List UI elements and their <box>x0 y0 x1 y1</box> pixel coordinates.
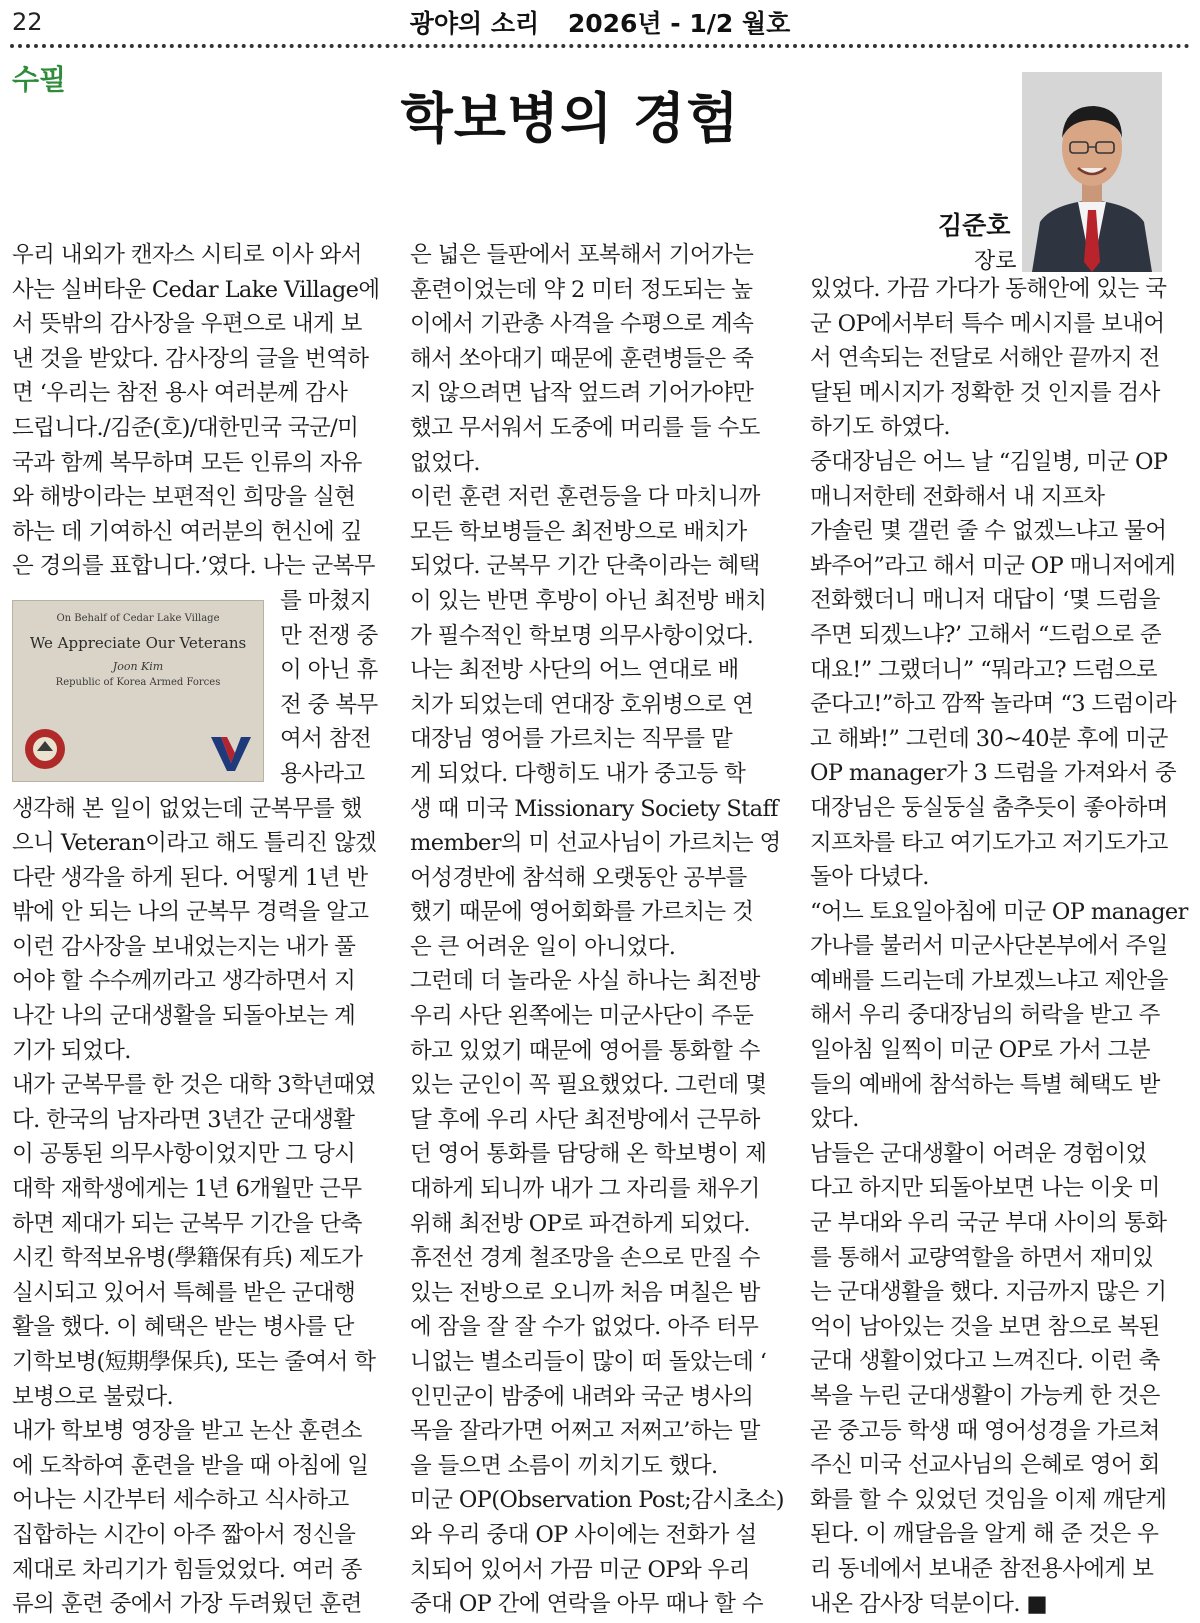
author-portrait <box>1022 72 1162 272</box>
text-line: 전화했더니 매니저 대답이 ‘몇 드럼을 <box>810 587 1160 614</box>
text-line: 하기도 하였다. <box>810 414 950 441</box>
text-line: 게 되었다. 다행히도 내가 중고등 학 <box>410 760 746 787</box>
text-line: 시킨 학적보유병(學籍保有兵) 제도가 <box>12 1245 363 1272</box>
text-line: 나간 나의 군대생활을 되돌아보는 계 <box>12 1003 356 1030</box>
certificate-line-4: Republic of Korea Armed Forces <box>55 677 221 688</box>
text-line: 군 부대와 우리 국군 부대 사이의 통화 <box>810 1210 1167 1237</box>
text-line: 다란 생각을 하게 된다. 어떻게 1년 반 <box>12 864 368 891</box>
text-line: 대하게 되니까 내가 그 자리를 채우기 <box>410 1176 760 1203</box>
text-line: 없었다. <box>410 449 480 476</box>
text-line: 복을 누린 군대생활이 가능케 한 것은 <box>810 1383 1160 1409</box>
text-line: 던 영어 통화를 담당해 온 학보병이 제 <box>410 1141 767 1168</box>
text-line: 용사라고 <box>280 760 365 787</box>
text-line: 해서 우리 중대장님의 허락을 받고 주 <box>810 1002 1160 1029</box>
text-line: 고 해봐!” 그런데 30~40분 후에 미군 <box>810 725 1168 752</box>
text-line: 활을 했다. 이 혜택은 받는 병사를 단 <box>12 1314 354 1341</box>
publication-name: 광야의 소리 <box>409 9 540 38</box>
text-line: 내가 학보병 영장을 받고 논산 훈련소 <box>12 1418 362 1445</box>
text-line: 나는 최전방 사단의 어느 연대로 배 <box>410 657 739 684</box>
text-line: 는 군대생활을 했다. 지금까지 많은 기 <box>810 1279 1167 1306</box>
text-line: 생각해 본 일이 없었는데 군복무를 했 <box>12 795 362 822</box>
text-line: 군대 생활이었다고 느껴진다. 이런 축 <box>810 1348 1160 1375</box>
text-line: 하면 제대가 되는 군복무 기간을 단축 <box>12 1210 362 1237</box>
text-line: 훈련이었는데 약 2 미터 정도되는 높 <box>410 276 753 303</box>
text-line: 치가 되었는데 연대장 호위병으로 연 <box>410 691 754 718</box>
text-line: 봐주어”라고 해서 미군 OP 매니저에게 <box>810 552 1176 579</box>
text-line: 대장님은 둥실둥실 춤추듯이 좋아하며 <box>810 794 1168 821</box>
text-line: 미군 OP(Observation Post;감시초소) <box>410 1487 784 1514</box>
text-line: 되었다. 군복무 기간 단축이라는 혜택 <box>410 553 760 580</box>
text-line: 들의 예배에 참석하는 특별 혜택도 받 <box>810 1071 1160 1098</box>
text-line: 일아침 일찍이 미군 OP로 가서 그분 <box>810 1037 1150 1064</box>
text-line: 달된 메시지가 정확한 것 인지를 검사 <box>810 379 1160 406</box>
text-line: 에 도착하여 훈련을 받을 때 아침에 일 <box>12 1452 369 1479</box>
text-line: 준다고!”하고 깜짝 놀라며 “3 드럼이라 <box>810 691 1177 718</box>
text-line: 서 연속되는 전달로 서해안 끝까지 전 <box>810 345 1160 372</box>
text-line: 했고 무서워서 도중에 머리를 들 수도 <box>410 414 760 441</box>
text-line: 사는 실버타운 Cedar Lake Village에 <box>12 276 380 303</box>
certificate-line-1: On Behalf of Cedar Lake Village <box>56 613 220 624</box>
text-line: 다. 한국의 남자라면 3년간 군대생활 <box>12 1106 355 1133</box>
page-number: 22 <box>12 8 43 36</box>
text-line: 가솔린 몇 갤런 줄 수 없겠느냐고 물어 <box>810 518 1167 545</box>
text-line: 모든 학보병들은 최전방으로 배치가 <box>410 518 747 545</box>
text-line: 매니저한테 전화해서 내 지프차 <box>810 483 1105 510</box>
text-line: 니없는 별소리들이 많이 떠 돌았는데 ‘ <box>410 1349 767 1375</box>
text-line: 대요!” 그랬더니” “뭐라고? 드럼으로 <box>810 656 1158 683</box>
text-line: 리 동네에서 보내준 참전용사에게 보 <box>810 1555 1154 1582</box>
text-line: 지프차를 타고 여기도가고 저기도가고 <box>810 829 1168 856</box>
text-line: 대장님 영어를 가르치는 직무를 맡 <box>410 726 733 753</box>
text-line: 지 않으려면 납작 엎드려 기어가야만 <box>410 380 754 407</box>
text-line: 집합하는 시간이 아주 짧아서 정신을 <box>12 1521 356 1548</box>
text-line: 목을 잘라가면 어쩌고 저쩌고’하는 말 <box>410 1418 760 1445</box>
text-line: 휴전선 경계 철조망을 손으로 만질 수 <box>410 1245 760 1272</box>
text-line: 곧 중고등 학생 때 영어성경을 가르쳐 <box>810 1417 1160 1444</box>
text-line: 으니 Veteran이라고 해도 틀리진 않겠 <box>12 830 377 857</box>
text-line: 화를 할 수 있었던 것임을 이제 깨닫게 <box>810 1486 1167 1513</box>
text-line: 해서 쏘아대기 때문에 훈련병들은 죽 <box>410 345 754 372</box>
section-label: 수필 <box>12 63 67 96</box>
text-line: 이런 훈련 저런 훈련등을 다 마치니까 <box>410 484 760 511</box>
article-title: 학보병의 경험 <box>400 87 740 150</box>
text-line: 이 공통된 의무사항이었지만 그 당시 <box>12 1141 356 1168</box>
text-line: 된다. 이 깨달음을 알게 해 준 것은 우 <box>810 1521 1159 1548</box>
text-line: 여서 참전 <box>280 726 372 753</box>
text-line: 하고 있었기 때문에 영어를 통화할 수 <box>410 1037 760 1064</box>
text-line: 있는 군인이 꼭 필요했었다. 그런데 몇 <box>410 1072 767 1099</box>
text-line: 대학 재학생에게는 1년 6개월만 근무 <box>12 1176 362 1203</box>
text-line: 를 통해서 교량역할을 하면서 재미있 <box>810 1244 1154 1271</box>
text-line: “어느 토요일아침에 미군 OP manager <box>810 898 1188 925</box>
article-column-1 <box>12 238 382 1618</box>
text-line: 을 들으면 소름이 끼치기도 했다. <box>410 1452 718 1479</box>
text-line: 가 필수적인 학보명 의무사항이었다. <box>410 622 754 649</box>
text-line: 서 뜻밖의 감사장을 우편으로 내게 보 <box>12 311 362 338</box>
text-line: 남들은 군대생활이 어려운 경험이었 <box>810 1140 1147 1167</box>
certificate-line-2: We Appreciate Our Veterans <box>29 634 247 652</box>
text-line: 어나는 시간부터 세수하고 식사하고 <box>12 1487 349 1514</box>
text-line: 어성경반에 참석해 오랫동안 공부를 <box>410 864 747 891</box>
text-line: 이 아닌 휴 <box>280 657 378 684</box>
text-line: 우리 내외가 캔자스 시티로 이사 와서 <box>12 242 362 268</box>
text-line: 보병으로 불렀다. <box>12 1383 174 1410</box>
dotted-divider <box>10 44 1190 48</box>
certificate-line-3: Joon Kim <box>112 660 164 673</box>
text-line: 주면 되겠느냐?’ 고해서 “드럼으로 준 <box>810 621 1162 648</box>
text-line: 낸 것을 받았다. 감사장의 글을 번역하 <box>12 345 369 372</box>
text-line: 드립니다./김준(호)/대한민국 국군/미 <box>12 414 359 441</box>
text-line: 를 마쳤지 <box>280 587 372 614</box>
text-line: 우리 사단 왼쪽에는 미군사단이 주둔 <box>410 1003 754 1030</box>
text-line: 았다. <box>810 1106 859 1133</box>
text-line: 생 때 미국 Missionary Society Staff <box>410 795 778 822</box>
text-line: 은 넓은 들판에서 포복해서 기어가는 <box>410 242 754 268</box>
text-line: 은 경의를 표합니다.’였다. 나는 군복무 <box>12 553 375 580</box>
text-line: 있었다. 가끔 가다가 동해안에 있는 국 <box>810 276 1167 302</box>
article-column-3 <box>810 272 1190 1618</box>
author-name: 김준호 <box>938 211 1011 240</box>
text-line: 면 ‘우리는 참전 용사 여러분께 감사 <box>12 380 348 407</box>
author-photo <box>1022 72 1162 272</box>
text-line: 치되어 있어서 가끔 미군 OP와 우리 <box>410 1556 750 1583</box>
text-line: 전 중 복무 <box>280 691 378 718</box>
text-line: 이에서 기관총 사격을 수평으로 계속 <box>410 311 754 338</box>
article-column-2 <box>410 238 785 1618</box>
text-line: 돌아 다녔다. <box>810 864 929 891</box>
text-line: 이 있는 반면 후방이 아닌 최전방 배치 <box>410 587 767 614</box>
text-line: 기학보병(短期學保兵), 또는 줄여서 학 <box>12 1349 376 1375</box>
text-line: OP manager가 3 드럼을 가져와서 중 <box>810 760 1177 787</box>
text-line: 주신 미국 선교사님의 은혜로 영어 회 <box>810 1452 1160 1479</box>
text-line: 제대로 차리기가 힘들었었다. 여러 종 <box>12 1556 362 1583</box>
text-line: member의 미 선교사님이 가르치는 영 <box>410 830 781 857</box>
text-line: 와 해방이라는 보편적인 희망을 실현 <box>12 484 356 511</box>
text-line: 와 우리 중대 OP 사이에는 전화가 설 <box>410 1521 757 1548</box>
text-line: 예배를 드리는데 가보겠느냐고 제안을 <box>810 967 1168 994</box>
text-line: 내가 군복무를 한 것은 대학 3학년때였 <box>12 1072 376 1099</box>
text-line: 다고 하지만 되돌아보면 나는 이웃 미 <box>810 1175 1160 1202</box>
text-line: 내온 감사장 덕분이다. ■ <box>810 1590 1048 1617</box>
masthead <box>0 4 1200 40</box>
text-line: 밖에 안 되는 나의 군복무 경력을 알고 <box>12 899 369 926</box>
text-line: 에 잠을 잘 잘 수가 없었다. 아주 터무 <box>410 1314 759 1341</box>
text-line: 류의 훈련 중에서 가장 두려웠던 훈련 <box>12 1591 362 1618</box>
author-role: 장로 <box>974 249 1017 274</box>
text-line: 했기 때문에 영어회화를 가르치는 것 <box>410 899 754 926</box>
text-line: 기가 되었다. <box>12 1037 131 1064</box>
issue-date: 2026년 - 1/2 월호 <box>567 9 791 38</box>
text-line: 그런데 더 놀라운 사실 하나는 최전방 <box>410 968 760 995</box>
text-line: 위해 최전방 OP로 파견하게 되었다. <box>410 1210 750 1237</box>
text-line: 은 큰 어려운 일이 아니었다. <box>410 933 676 960</box>
text-line: 인민군이 밤중에 내려와 국군 병사의 <box>410 1383 754 1410</box>
text-line: 어야 할 수수께끼라고 생각하면서 지 <box>12 968 356 995</box>
text-line: 이런 감사장을 보내었는지는 내가 풀 <box>12 933 356 960</box>
text-line: 가나를 불러서 미군사단본부에서 주일 <box>810 933 1168 960</box>
text-line: 군 OP에서부터 특수 메시지를 보내어 <box>810 310 1165 337</box>
text-line: 있는 전방으로 오니까 처음 며칠은 밤 <box>410 1279 760 1306</box>
text-line: 억이 남아있는 것을 보면 참으로 복된 <box>810 1313 1160 1340</box>
text-line: 국과 함께 복무하며 모든 인류의 자유 <box>12 449 362 476</box>
text-line: 실시되고 있어서 특혜를 받은 군대행 <box>12 1279 356 1306</box>
text-line: 하는 데 기여하신 여러분의 헌신에 깊 <box>12 518 362 545</box>
text-line: 달 후에 우리 사단 최전방에서 근무하 <box>410 1106 760 1133</box>
text-line: 중대 OP 간에 연락을 아무 때나 할 수 <box>410 1591 764 1618</box>
text-line: 만 전쟁 중 <box>280 622 378 649</box>
text-line: 중대장님은 어느 날 “김일병, 미군 OP <box>810 448 1168 475</box>
